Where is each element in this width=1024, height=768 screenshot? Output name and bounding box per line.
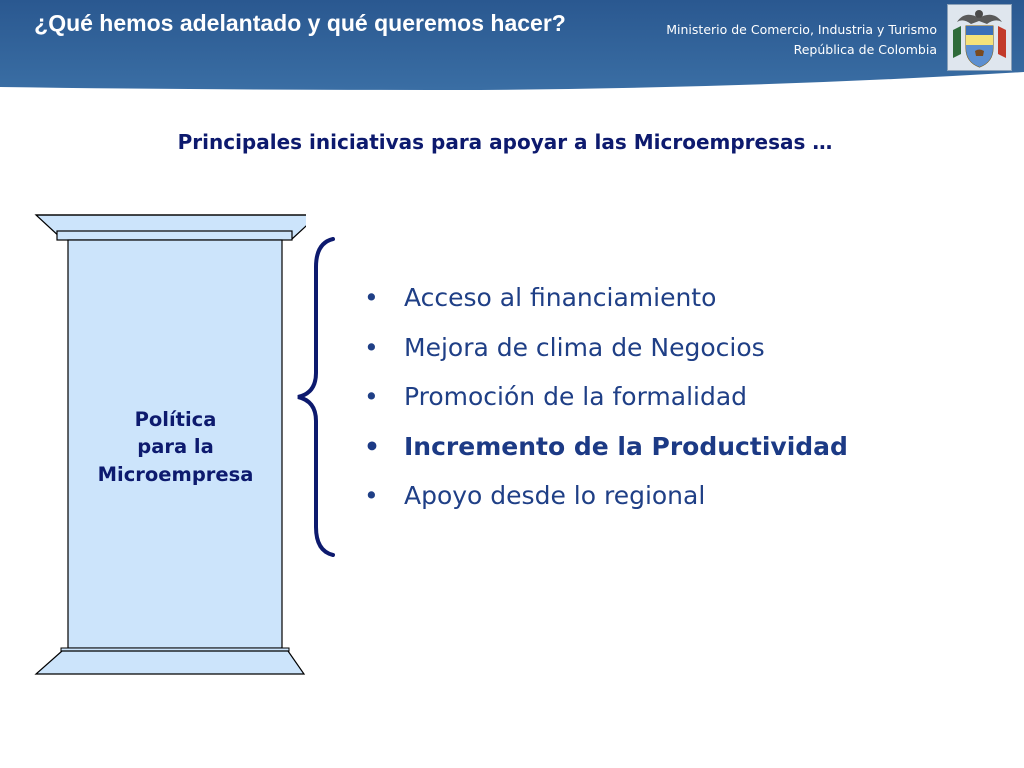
list-item: [364, 375, 848, 425]
country-name: República de Colombia: [793, 42, 937, 57]
bullet-symbol: •: [364, 481, 379, 510]
pillar-label: [68, 406, 283, 488]
header-band: [0, 0, 1024, 96]
pillar-label-line: Microempresa: [97, 462, 254, 486]
coat-of-arms-icon: [947, 4, 1012, 71]
initiatives-list: [364, 276, 848, 524]
bullet-symbol: •: [364, 382, 379, 411]
bullet-symbol: •: [364, 332, 379, 362]
pillar-label-line: Política: [134, 408, 217, 431]
list-item: [364, 425, 848, 475]
curly-brace-icon: [294, 237, 338, 557]
list-item: [364, 276, 848, 326]
bullet-symbol: •: [364, 431, 380, 461]
ministry-block: [666, 20, 937, 60]
bullet-symbol: •: [364, 283, 379, 312]
initiative-text: Acceso al financiamiento: [404, 283, 717, 312]
list-item: [364, 474, 848, 524]
list-item: [364, 326, 848, 376]
initiative-text: Apoyo desde lo regional: [404, 481, 706, 510]
slide-title: ¿Qué hemos adelantado y qué queremos hacer?: [34, 10, 566, 36]
initiative-text: Promoción de la formalidad: [404, 382, 748, 411]
section-subtitle: Principales iniciativas para apoyar a las Microempresas …: [177, 130, 833, 154]
initiative-text: Incremento de la Productividad: [404, 431, 848, 461]
pillar-label-line: para la: [137, 435, 214, 459]
initiative-text: Mejora de clima de Negocios: [404, 332, 765, 362]
ministry-name: Ministerio de Comercio, Industria y Turismo: [666, 22, 937, 37]
